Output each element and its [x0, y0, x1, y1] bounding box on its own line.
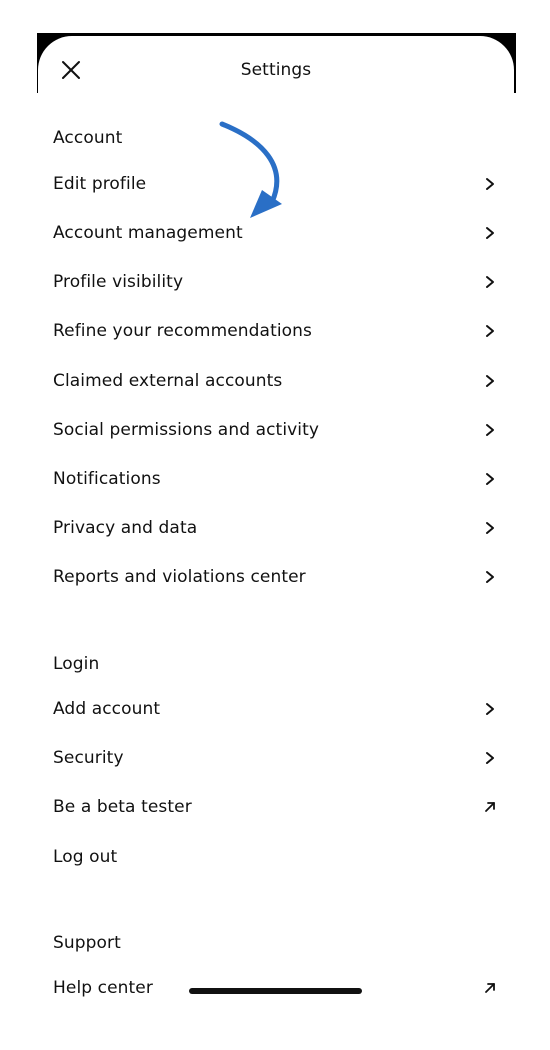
settings-item-add-account[interactable]	[53, 694, 503, 724]
chevron-right-icon	[479, 566, 501, 588]
chevron-right-icon	[479, 173, 501, 195]
settings-item-label: Reports and violations center	[53, 567, 306, 587]
settings-item-label: Edit profile	[53, 174, 147, 194]
settings-item-privacy-and-data[interactable]	[53, 513, 503, 543]
chevron-right-icon	[479, 222, 501, 244]
settings-item-notifications[interactable]	[53, 464, 503, 494]
settings-item-profile-visibility[interactable]	[53, 267, 503, 297]
settings-item-label: Claimed external accounts	[53, 371, 283, 391]
page-title: Settings	[240, 60, 312, 80]
settings-item-social-permissions[interactable]	[53, 415, 503, 445]
settings-item-label: Social permissions and activity	[53, 420, 320, 440]
settings-item-label: Add account	[53, 699, 161, 719]
settings-item-label: Log out	[53, 847, 118, 867]
settings-item-security[interactable]	[53, 743, 503, 773]
external-link-icon	[479, 796, 501, 818]
chevron-right-icon	[479, 517, 501, 539]
settings-item-reports-and-violations[interactable]	[53, 562, 503, 592]
settings-item-edit-profile[interactable]	[53, 169, 503, 199]
settings-item-beta-tester[interactable]	[53, 792, 503, 822]
settings-item-account-management[interactable]	[53, 218, 503, 248]
chevron-right-icon	[479, 419, 501, 441]
section-heading-login: Login	[53, 654, 100, 674]
chevron-right-icon	[479, 468, 501, 490]
settings-item-claimed-external-accounts[interactable]	[53, 366, 503, 396]
section-heading-support: Support	[53, 933, 121, 953]
external-link-icon	[479, 977, 501, 999]
settings-item-label: Security	[53, 748, 124, 768]
settings-item-label: Privacy and data	[53, 518, 198, 538]
home-indicator[interactable]	[189, 988, 362, 994]
settings-item-label: Notifications	[53, 469, 161, 489]
chevron-right-icon	[479, 747, 501, 769]
chevron-right-icon	[479, 370, 501, 392]
chevron-right-icon	[479, 320, 501, 342]
settings-item-label: Help center	[53, 978, 153, 998]
sheet-header	[38, 36, 514, 106]
settings-item-refine-recommendations[interactable]	[53, 316, 503, 346]
settings-item-label: Refine your recommendations	[53, 321, 312, 341]
settings-item-label: Profile visibility	[53, 272, 184, 292]
settings-item-label: Be a beta tester	[53, 797, 192, 817]
settings-item-label: Account management	[53, 223, 243, 243]
chevron-right-icon	[479, 698, 501, 720]
section-heading-account: Account	[53, 128, 123, 148]
settings-item-log-out[interactable]	[53, 842, 503, 872]
chevron-right-icon	[479, 271, 501, 293]
